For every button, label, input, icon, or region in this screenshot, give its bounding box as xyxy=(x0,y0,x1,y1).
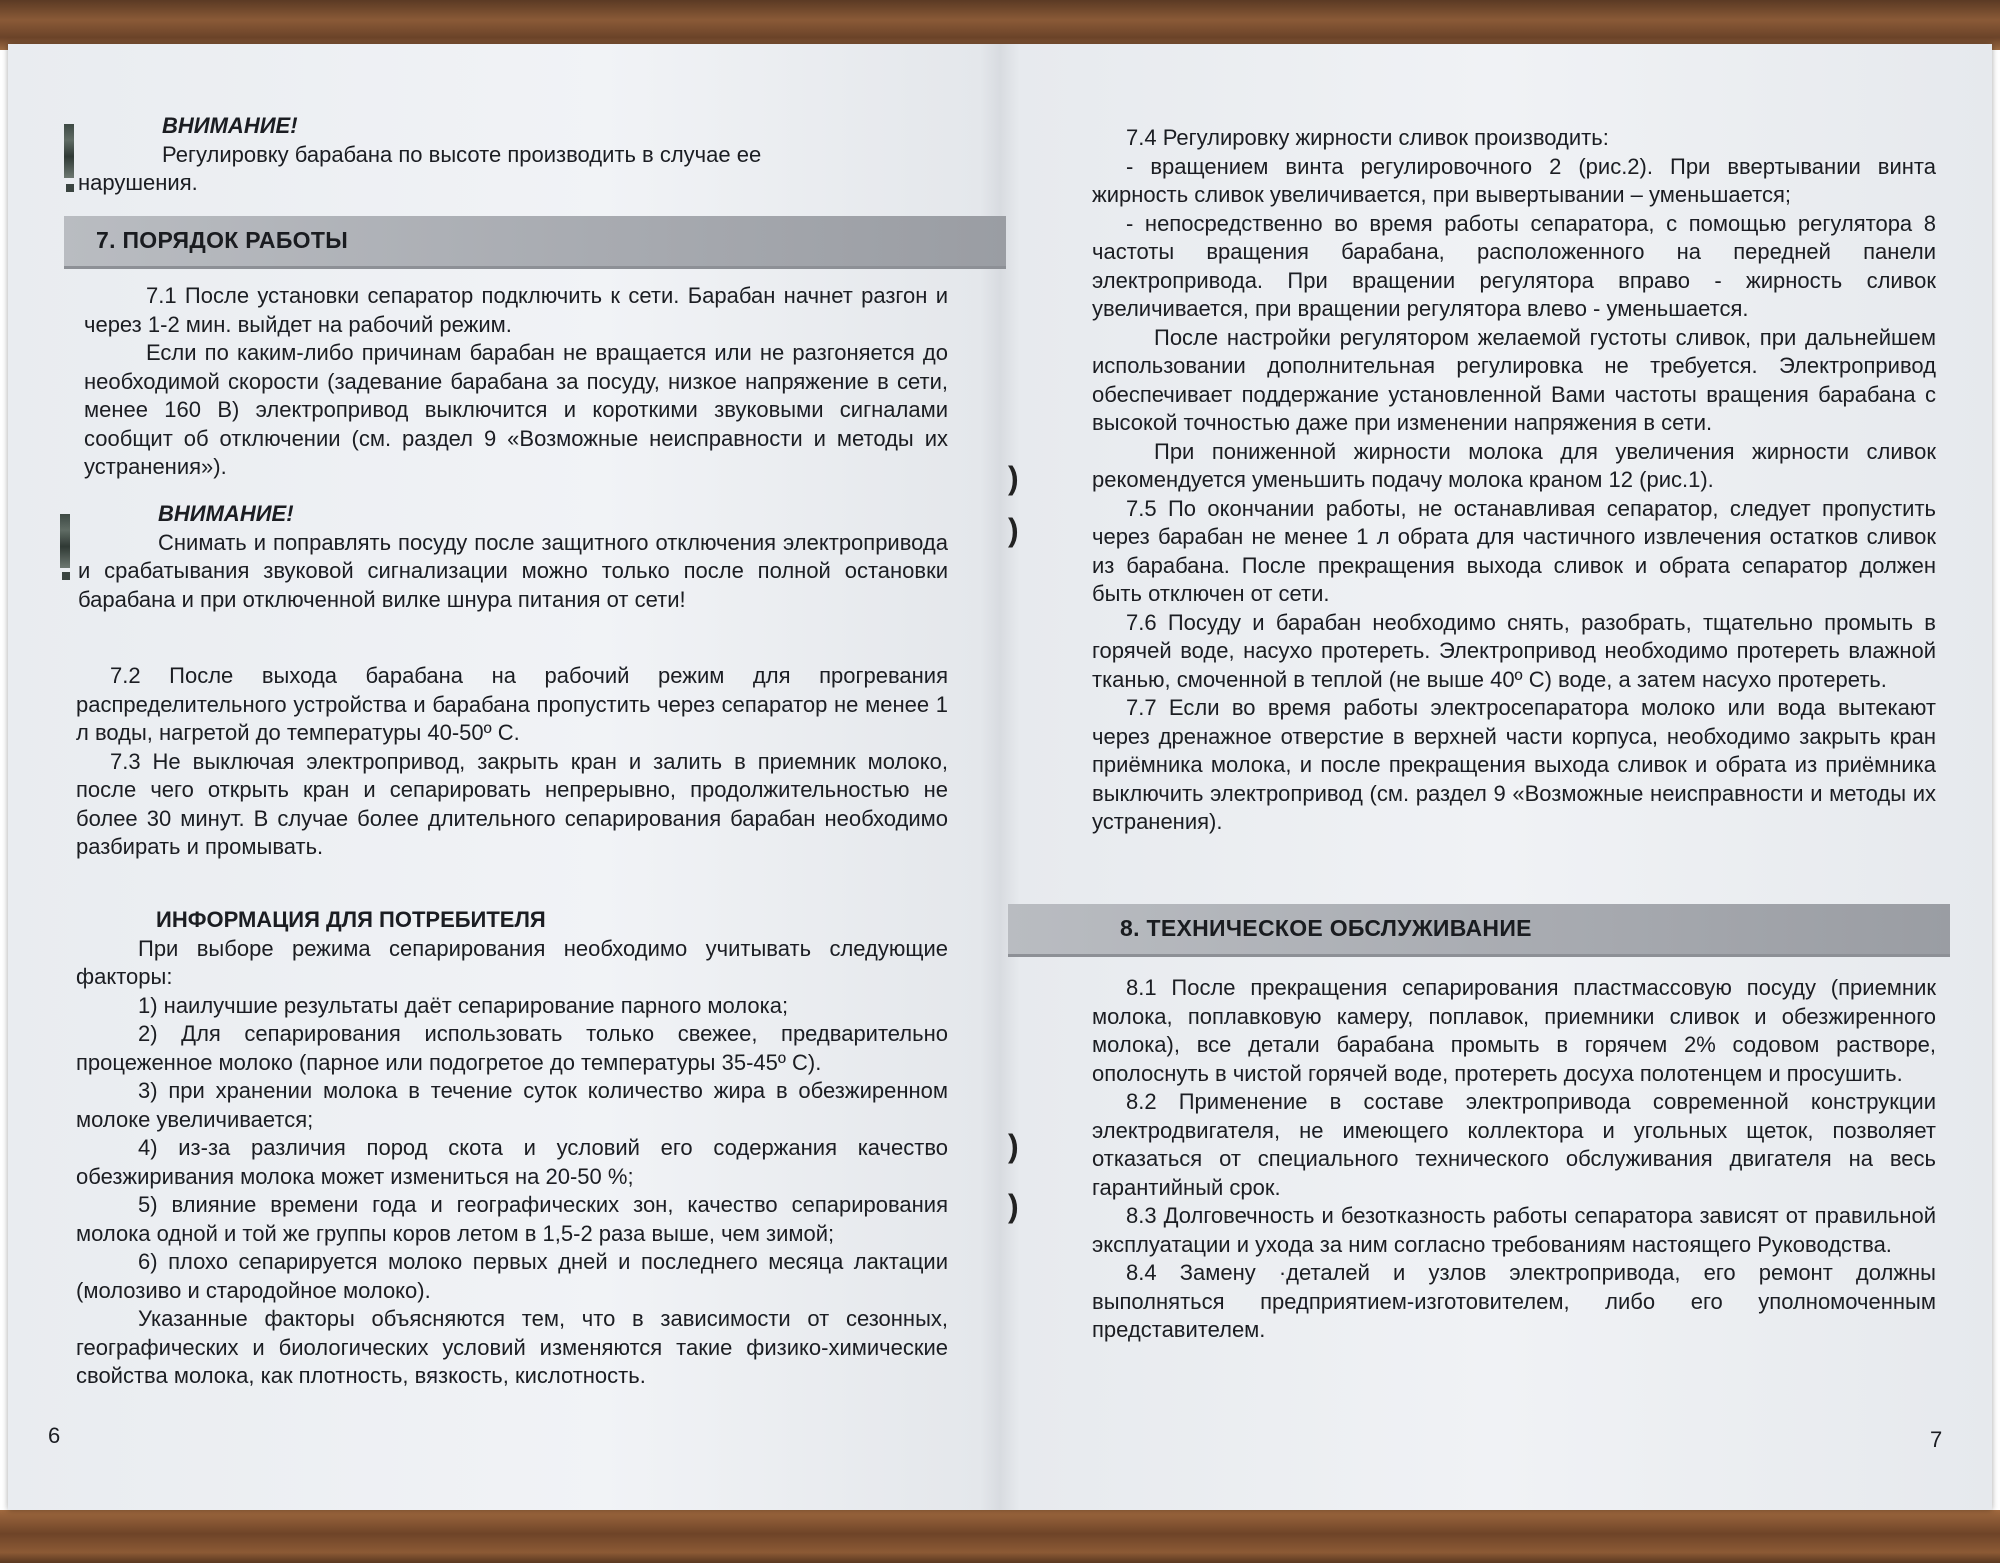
factor-item: 3) при хранении молока в течение суток количество жира в обезжиренном молоке увеличивается; xyxy=(76,1078,948,1132)
section-7-body xyxy=(84,282,948,482)
binding-staple-mark: ) xyxy=(1008,512,1019,548)
binding-staple-mark: ) xyxy=(1008,460,1019,496)
paragraph-8-4: 8.4 Замену ·деталей и узлов электропривода, его ремонт должны выполняться предприятием-изготовителем, либо его уполномоченным представителем. xyxy=(1092,1260,1936,1342)
factor-item: 6) плохо сепарируется молоко первых дней и последнего месяца лактации (молозиво и стародойное молоко). xyxy=(76,1249,948,1303)
consumer-info-title: ИНФОРМАЦИЯ ДЛЯ ПОТРЕБИТЕЛЯ xyxy=(156,907,546,932)
margin-binding-dot xyxy=(62,572,70,580)
page-number-left: 6 xyxy=(48,1423,61,1448)
paragraph-7-4: 7.4 Регулировку жирности сливок производить: xyxy=(1126,125,1609,150)
margin-binding-dot xyxy=(66,184,74,192)
consumer-info xyxy=(76,906,948,1391)
paragraphs-7-2-7-3 xyxy=(76,662,948,862)
left-page xyxy=(8,44,1019,1510)
binding-staple-mark: ) xyxy=(1008,1128,1019,1164)
paragraph-7-6: 7.6 Посуду и барабан необходимо снять, разобрать, тщательно промыть в горячей воде, насухо протереть. Электропривод необходимо протереть влажной тканью, смоченной в теплой (не выше 40º С) воде, а затем насухо протереть. xyxy=(1092,609,1936,692)
warning-block-2 xyxy=(78,500,948,614)
factor-item: 1) наилучшие результаты даёт сепарирование парного молока; xyxy=(138,992,789,1018)
paragraph-7-4-b: - непосредственно во время работы сепаратора, с помощью регулятора 8 частоты вращения барабана, расположенного на передней панели электропривода. При вращении регулятора вправо - жирность сливок увеличивается, при вращении регулятора влево - уменьшается. xyxy=(1092,210,1936,321)
warning-block-1 xyxy=(78,112,958,198)
paragraph-8-2: 8.2 Применение в составе электропривода современной конструкции электродвигателя, не имеющего коллектора и угольных щеток, позволяет отказаться от специального технического обслуживания двигателя на весь гарантийный срок. xyxy=(1092,1089,1936,1200)
section-7-heading xyxy=(64,216,1006,269)
section-7-title: 7. ПОРЯДОК РАБОТЫ xyxy=(96,227,349,253)
margin-binding-mark xyxy=(64,124,74,178)
paragraph-7-5: 7.5 По окончании работы, не останавливая сепаратор, следует пропустить через барабан не менее 1 л обрата для частичного извлечения остатков сливок из барабана. После прекращения выхода сливок и обрата сепаратор должен быть отключен от сети. xyxy=(1092,495,1936,606)
paragraph-7-3: 7.3 Не выключая электропривод, закрыть кран и залить в приемник молоко, после чего открыть кран и сепарировать непрерывно, продолжительностью не более 30 минут. В случае более длительного сепарирования барабан необходимо разбирать и промывать. xyxy=(76,748,948,859)
section-8-body xyxy=(1092,974,1936,1345)
paragraph-7-4-a: - вращением винта регулировочного 2 (рис.2). При ввертывании винта жирность сливок увеличивается, при вывертывании – уменьшается; xyxy=(1092,153,1936,207)
paragraph-8-1: 8.1 После прекращения сепарирования пластмассовую посуду (приемник молока, поплавковую камеру, поплавок, приемники сливок и обезжиренного молока), все детали барабана промыть в горячем 2% содовом растворе, ополоснуть в чистой горячей воде, протереть досуха полотенцем и просушить. xyxy=(1092,975,1936,1086)
margin-binding-mark xyxy=(60,514,70,568)
paragraph-7-1-continued: Если по каким-либо причинам барабан не вращается или не разгоняется до необходимой скорости (задевание барабана за посуду, низкое напряжение в сети, менее 160 В) электропривод выключится и короткими звуковыми сигналами сообщит об отключении (см. раздел 9 «Возможные неисправности и методы их устранения»). xyxy=(84,340,948,479)
consumer-info-outro: Указанные факторы объясняются тем, что в зависимости от сезонных, географических и биологических условий изменяются такие физико-химические свойства молока, как плотность, вязкость, кислотность. xyxy=(76,1306,948,1388)
paragraph-7-4-c: После настройки регулятором желаемой густоты сливок, при дальнейшем использовании дополнительная регулировка не требуется. Электропривод обеспечивает поддержание установленной Вами частоты вращения барабана с высокой точностью даже при изменении напряжения в сети. xyxy=(1092,324,1936,435)
warning-title: ВНИМАНИЕ! xyxy=(162,113,298,138)
paragraph-7-7: 7.7 Если во время работы электросепаратора молоко или вода вытекают через дренажное отверстие в верхней части корпуса, необходимо закрыть кран приёмника молока, и после прекращения выхода сливок и обрата из приёмника выключить электропривод (см. раздел 9 «Возможные неисправности и методы их устранения). xyxy=(1092,695,1936,834)
section-8-heading xyxy=(1008,904,1950,957)
warning-text-line: нарушения. xyxy=(78,170,198,195)
right-page xyxy=(1000,44,1992,1510)
paragraph-7-1: 7.1 После установки сепаратор подключить к сети. Барабан начнет разгон и через 1-2 мин. выйдет на рабочий режим. xyxy=(84,283,948,337)
open-booklet xyxy=(8,44,1992,1510)
factor-item: 2) Для сепарирования использовать только свежее, предварительно процеженное молоко (парное или подогретое до температуры 35-45º С). xyxy=(76,1021,948,1075)
factor-item: 5) влияние времени года и географических зон, качество сепарирования молока одной и той же группы коров летом в 1,5-2 раза выше, чем зимой; xyxy=(76,1192,948,1246)
section-8-title: 8. ТЕХНИЧЕСКОЕ ОБСЛУЖИВАНИЕ xyxy=(1120,915,1532,941)
warning-title: ВНИМАНИЕ! xyxy=(158,501,294,526)
factor-item: 4) из-за различия пород скота и условий его содержания качество обезжиривания молока может измениться на 20-50 %; xyxy=(76,1135,948,1189)
wooden-table-top xyxy=(0,0,2000,50)
paragraph-7-4-d: При пониженной жирности молока для увеличения жирности сливок рекомендуется уменьшить подачу молока краном 12 (рис.1). xyxy=(1092,438,1936,492)
page-number-right: 7 xyxy=(1930,1427,1943,1452)
warning-text-line: Регулировку барабана по высоте производить в случае ее xyxy=(162,141,762,167)
binding-staple-mark: ) xyxy=(1008,1188,1019,1224)
section-7-continued xyxy=(1092,124,1936,837)
paragraph-7-2: 7.2 После выхода барабана на рабочий режим для прогревания распределительного устройства и барабана пропустить через сепаратор не менее 1 л воды, нагретой до температуры 40-50º С. xyxy=(76,663,948,745)
paragraph-8-3: 8.3 Долговечность и безотказность работы сепаратора зависят от правильной эксплуатации и ухода за ним согласно требованиям настоящего Руководства. xyxy=(1092,1203,1936,1257)
wooden-table-bottom xyxy=(0,1510,2000,1563)
consumer-info-intro: При выборе режима сепарирования необходимо учитывать следующие факторы: xyxy=(76,935,948,989)
warning-text: Снимать и поправлять посуду после защитного отключения электропривода и срабатывания звуковой сигнализации можно только после полной остановки барабана и при отключенной вилке шнура питания от сети! xyxy=(78,529,948,612)
